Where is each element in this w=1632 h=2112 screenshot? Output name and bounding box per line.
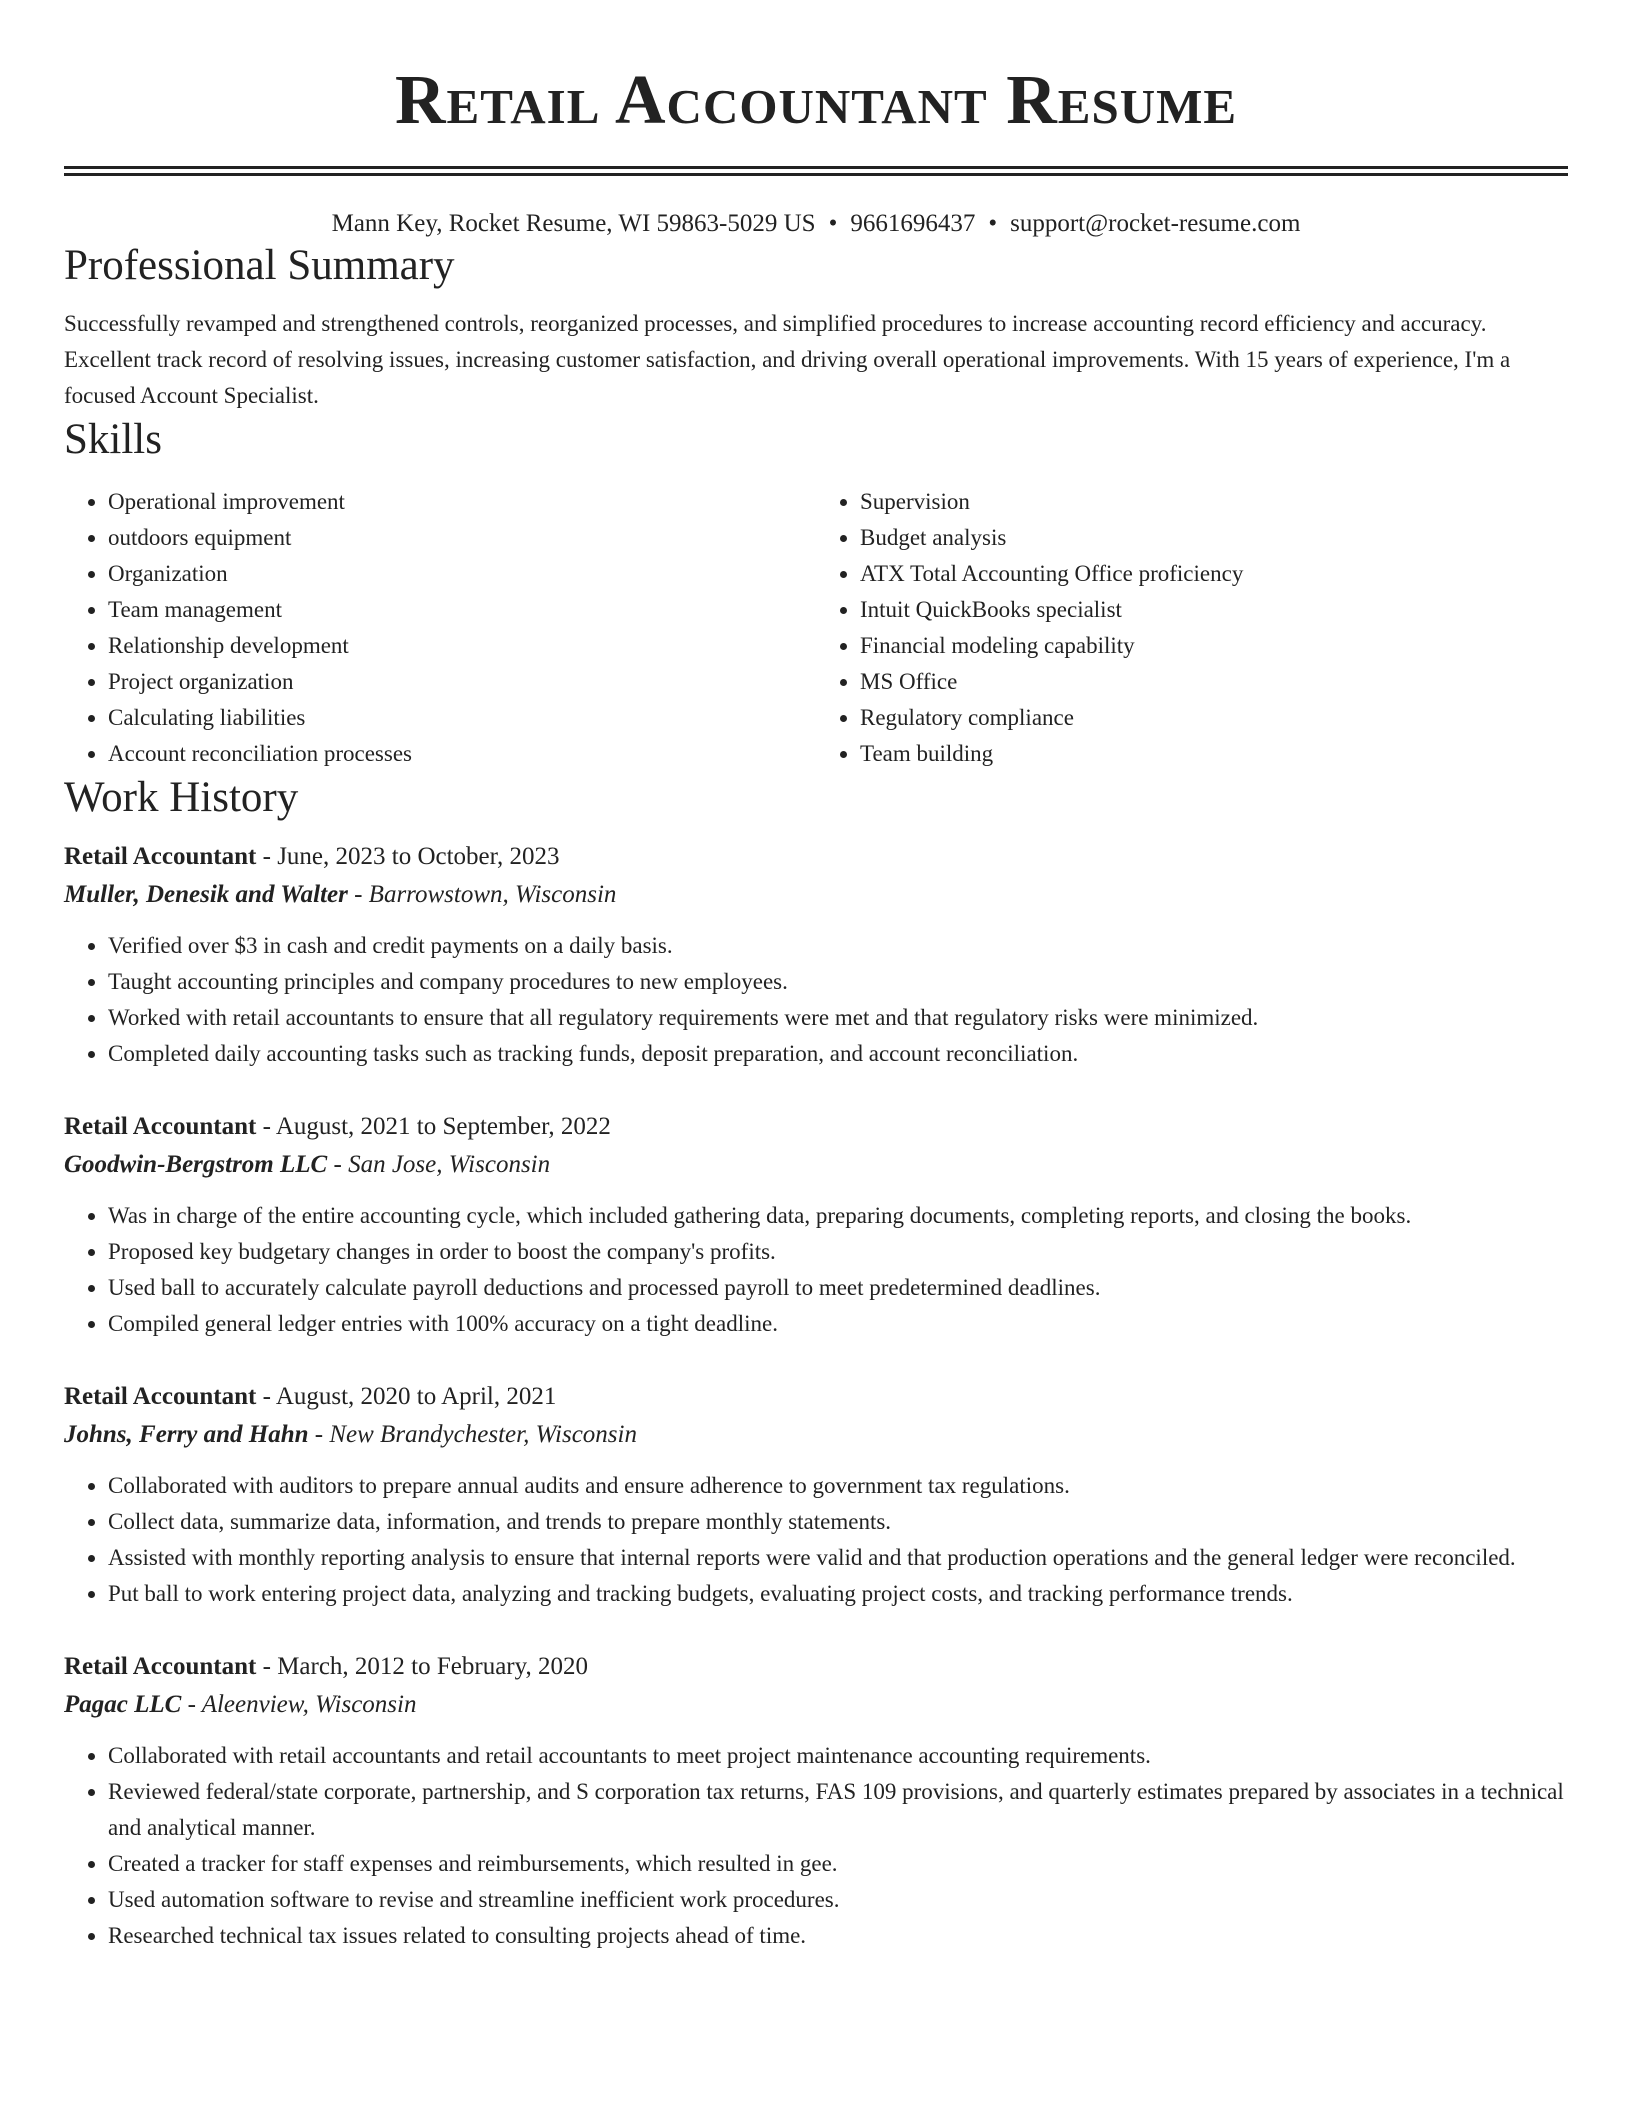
job-bullets bbox=[64, 1198, 1568, 1342]
job-dash: - bbox=[256, 1383, 276, 1410]
job-dash: - bbox=[256, 1653, 278, 1680]
job-employer bbox=[64, 1416, 1568, 1454]
job-bullet: • Put ball to work entering project data, analyzing and tracking budgets, evaluating project costs, and tracking performance trends. bbox=[108, 1576, 1568, 1612]
job-dash: - bbox=[181, 1691, 202, 1718]
job-employer bbox=[64, 1146, 1568, 1184]
resume-title: Retail Accountant Resume bbox=[394, 62, 1238, 139]
job-entry bbox=[64, 1378, 1568, 1612]
skill-item: • Relationship development bbox=[108, 628, 816, 664]
job-bullet: • Researched technical tax issues related to consulting projects ahead of time. bbox=[108, 1918, 1568, 1954]
job-dates: August, 2020 to April, 2021 bbox=[275, 1383, 557, 1410]
contact-separator: • bbox=[988, 210, 998, 237]
skills-list-right bbox=[816, 484, 1568, 772]
job-bullet: • Assisted with monthly reporting analysis to ensure that internal reports were valid and that production operations and the general ledger were reconciled. bbox=[108, 1540, 1568, 1576]
job-header bbox=[64, 1108, 1568, 1146]
skill-item: • Operational improvement bbox=[108, 484, 816, 520]
job-location: San Jose, Wisconsin bbox=[348, 1151, 551, 1178]
job-title: Retail Accountant bbox=[64, 843, 257, 870]
job-bullet: • Collaborated with retail accountants and retail accountants to meet project maintenance accounting requirements. bbox=[108, 1738, 1568, 1774]
contact-separator: • bbox=[828, 210, 838, 237]
job-header bbox=[64, 838, 1568, 876]
skills-columns bbox=[64, 484, 1568, 772]
job-bullet: • Proposed key budgetary changes in order to boost the company's profits. bbox=[108, 1234, 1568, 1270]
job-bullet: • Verified over $3 in cash and credit payments on a daily basis. bbox=[108, 928, 1568, 964]
skill-item: • Budget analysis bbox=[860, 520, 1568, 556]
skills-list-left bbox=[64, 484, 816, 772]
skill-item: • Team management bbox=[108, 592, 816, 628]
contact-phone: 9661696437 bbox=[850, 210, 976, 237]
job-dates: August, 2021 to September, 2022 bbox=[275, 1113, 611, 1140]
job-dash: - bbox=[347, 881, 369, 908]
job-bullet: • Collect data, summarize data, information, and trends to prepare monthly statements. bbox=[108, 1504, 1568, 1540]
skill-item: • outdoors equipment bbox=[108, 520, 816, 556]
skill-item: • Calculating liabilities bbox=[108, 700, 816, 736]
job-bullet: • Reviewed federal/state corporate, partnership, and S corporation tax returns, FAS 109 provisions, and quarterly estimates prepared by associates in a technical and analytical manner. bbox=[108, 1774, 1568, 1846]
skill-item: • Financial modeling capability bbox=[860, 628, 1568, 664]
summary-text: Successfully revamped and strengthened controls, reorganized processes, and simplified procedures to increase accounting record efficiency and accuracy. Excellent track record of resolving issues, increasing customer satisfaction, and driving overall operational improvements. With 15 years of experience, I'm a focused Account Specialist. bbox=[64, 311, 1511, 408]
job-dash: - bbox=[327, 1151, 349, 1178]
job-bullet: • Taught accounting principles and company procedures to new employees. bbox=[108, 964, 1568, 1000]
job-bullet: • Used ball to accurately calculate payroll deductions and processed payroll to meet predetermined deadlines. bbox=[108, 1270, 1568, 1306]
skill-item: • Account reconciliation processes bbox=[108, 736, 816, 772]
job-header bbox=[64, 1648, 1568, 1686]
job-entry bbox=[64, 838, 1568, 1072]
skill-item: • ATX Total Accounting Office proficiency bbox=[860, 556, 1568, 592]
skill-item: • Intuit QuickBooks specialist bbox=[860, 592, 1568, 628]
job-bullet: • Used automation software to revise and streamline inefficient work procedures. bbox=[108, 1882, 1568, 1918]
skill-item: • Supervision bbox=[860, 484, 1568, 520]
job-employer bbox=[64, 876, 1568, 914]
skill-item: • Team building bbox=[860, 736, 1568, 772]
job-entry bbox=[64, 1648, 1568, 1954]
job-bullet: • Created a tracker for staff expenses and reimbursements, which resulted in gee. bbox=[108, 1846, 1568, 1882]
skills-heading: Skills bbox=[64, 416, 162, 463]
job-company: Johns, Ferry and Hahn bbox=[64, 1421, 309, 1448]
job-dash: - bbox=[308, 1421, 330, 1448]
job-company: Muller, Denesik and Walter bbox=[64, 881, 348, 908]
contact-line bbox=[64, 208, 1568, 240]
job-bullet: • Collaborated with auditors to prepare annual audits and ensure adherence to government tax regulations. bbox=[108, 1468, 1568, 1504]
job-dates: March, 2012 to February, 2020 bbox=[277, 1653, 589, 1680]
job-title: Retail Accountant bbox=[64, 1653, 257, 1680]
job-header bbox=[64, 1378, 1568, 1416]
job-company: Pagac LLC bbox=[64, 1691, 182, 1718]
job-location: Aleenview, Wisconsin bbox=[201, 1691, 417, 1718]
job-bullet: • Completed daily accounting tasks such as tracking funds, deposit preparation, and account reconciliation. bbox=[108, 1036, 1568, 1072]
skill-item: • Regulatory compliance bbox=[860, 700, 1568, 736]
job-bullets bbox=[64, 1738, 1568, 1954]
job-location: New Brandychester, Wisconsin bbox=[329, 1421, 637, 1448]
skill-item: • MS Office bbox=[860, 664, 1568, 700]
job-location: Barrowstown, Wisconsin bbox=[368, 881, 617, 908]
job-dates: June, 2023 to October, 2023 bbox=[277, 843, 560, 870]
job-entry bbox=[64, 1108, 1568, 1342]
job-dash: - bbox=[256, 843, 278, 870]
skill-item: • Organization bbox=[108, 556, 816, 592]
title-double-rule bbox=[64, 166, 1568, 176]
contact-email: support@rocket-resume.com bbox=[1010, 210, 1301, 237]
job-bullet: • Compiled general ledger entries with 100% accuracy on a tight deadline. bbox=[108, 1306, 1568, 1342]
job-bullet: • Was in charge of the entire accounting cycle, which included gathering data, preparing documents, completing reports, and closing the books. bbox=[108, 1198, 1568, 1234]
job-title: Retail Accountant bbox=[64, 1383, 257, 1410]
work-history-heading: Work History bbox=[64, 774, 299, 821]
job-bullets bbox=[64, 1468, 1568, 1612]
job-title: Retail Accountant bbox=[64, 1113, 257, 1140]
job-dash: - bbox=[256, 1113, 276, 1140]
contact-address: Mann Key, Rocket Resume, WI 59863-5029 US bbox=[331, 210, 816, 237]
summary-heading: Professional Summary bbox=[64, 242, 455, 289]
job-employer bbox=[64, 1686, 1568, 1724]
job-bullets bbox=[64, 928, 1568, 1072]
skill-item: • Project organization bbox=[108, 664, 816, 700]
job-bullet: • Worked with retail accountants to ensure that all regulatory requirements were met and that regulatory risks were minimized. bbox=[108, 1000, 1568, 1036]
work-history-list bbox=[64, 838, 1568, 1954]
job-company: Goodwin-Bergstrom LLC bbox=[64, 1151, 328, 1178]
